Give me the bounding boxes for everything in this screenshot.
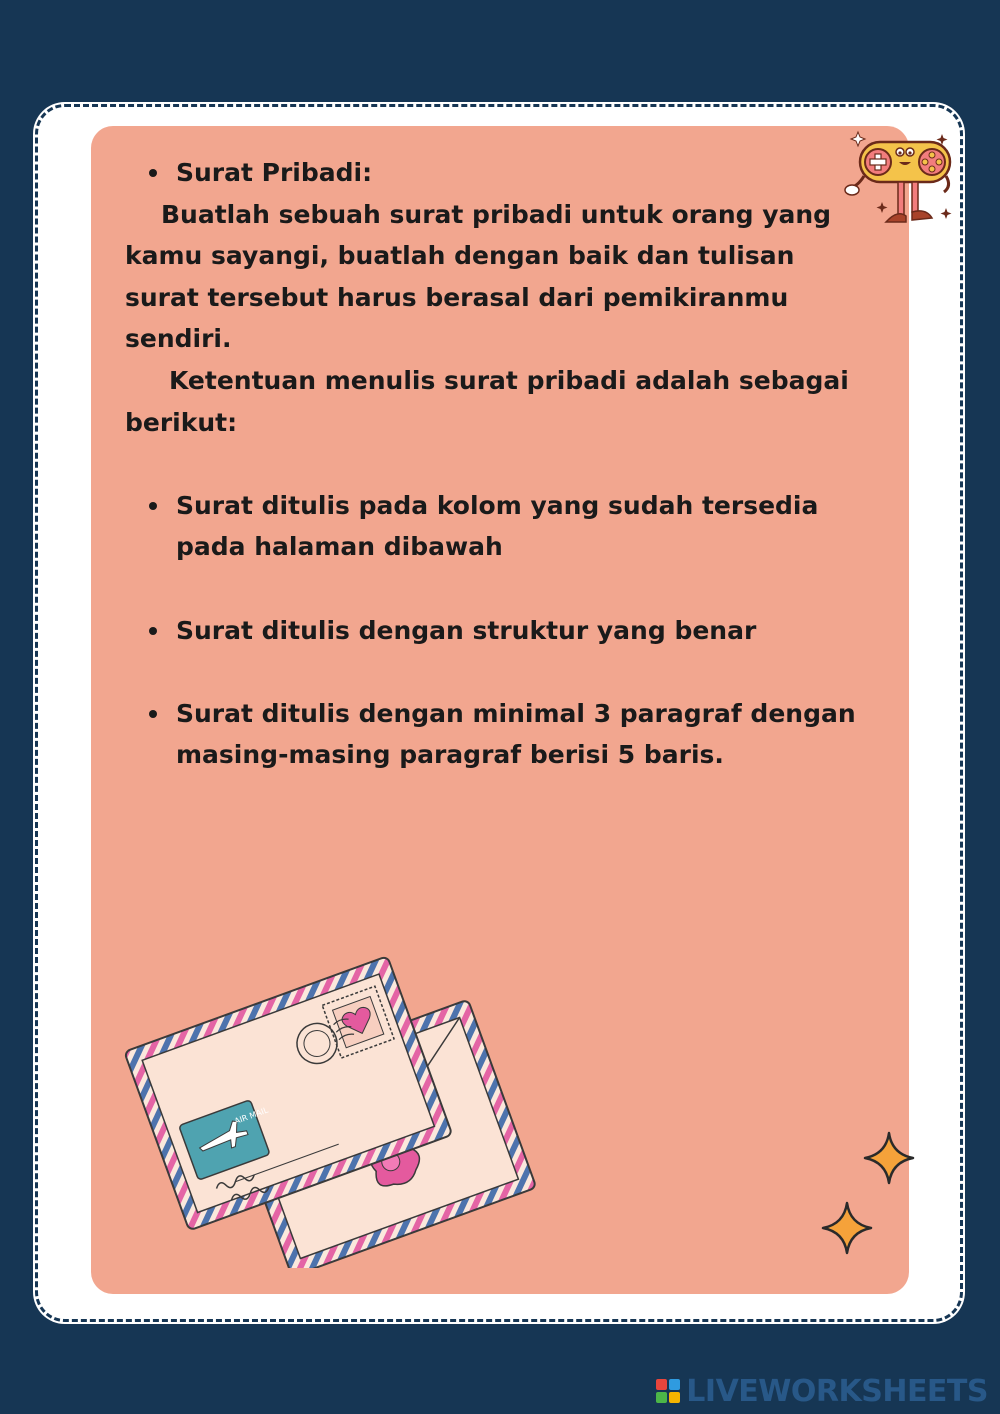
rule-item: Surat ditulis dengan minimal 3 paragraf dengan masing-masing paragraf berisi 5 baris. bbox=[125, 693, 870, 776]
airmail-envelope-icon bbox=[120, 918, 540, 1268]
stamp-label: AIR MAIL bbox=[233, 1105, 270, 1127]
rule-item: Surat ditulis pada kolom yang sudah tersedia pada halaman dibawah bbox=[125, 485, 870, 568]
sparkle-star-icon bbox=[820, 1200, 874, 1256]
game-controller-mascot-icon bbox=[842, 128, 954, 232]
intro-paragraph: Buatlah sebuah surat pribadi untuk orang yang kamu sayangi, buatlah dengan baik dan tulisan surat tersebut harus berasal dari pemikiranmu sendiri. bbox=[125, 199, 832, 354]
brand-name: LIVEWORKSHEETS bbox=[686, 1373, 988, 1409]
sparkle-star-icon bbox=[862, 1130, 916, 1186]
rule-item: Surat ditulis dengan struktur yang benar bbox=[125, 610, 870, 652]
liveworksheets-watermark bbox=[656, 1373, 988, 1409]
heading-bullet bbox=[125, 152, 870, 194]
rules-intro: Ketentuan menulis surat pribadi adalah sebagai berikut: bbox=[125, 365, 849, 437]
section-heading: Surat Pribadi: bbox=[176, 158, 373, 187]
liveworksheets-logo-icon bbox=[656, 1379, 680, 1403]
worksheet-content bbox=[125, 152, 870, 776]
